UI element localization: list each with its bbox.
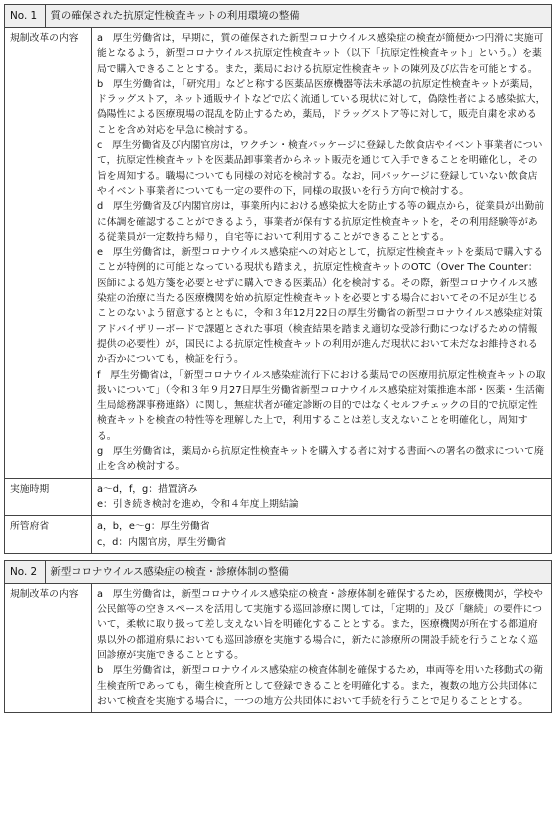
ministry-line-2: c，d：内閣官房，厚生労働省: [97, 536, 227, 548]
reform-table: [4, 4, 552, 713]
item-spacer: [5, 553, 552, 560]
reform-paragraph-b: b 厚生労働省は，「研究用」などと称する医薬品医療機器等法未承認の抗原定性検査キットが薬局，ドラッグストア，ネット通販サイトなどで広く流通している現状に対して，偽陰性者による感染拡大，偽陽性による医療現場の混乱を防止するため，薬局，ドラッグストア等に対して，販売自粛を求めることを含め対応を早急に検討する。: [97, 78, 546, 136]
reform-paragraph-f: f 厚生労働省は，「新型コロナウイルス感染症流行下における薬局での医療用抗原定性検査キットの取扱いについて」（令和３年９月27日厚生労働省新型コロナウイルス感染症対策推進本部・医薬・生活衛生局総務課事務連絡）に関し，無症状者が確定診断の目的ではなくセルフチェックの目的で抗原定性検査キットを検査の特性等を理解した上で，利用することは差し支えないことを明確化し，周知する。: [97, 369, 546, 442]
reform-paragraph-g: g 厚生労働省は，薬局から抗原定性検査キットを購入する者に対する書面への署名の徴求について廃止を含め検討する。: [97, 446, 544, 473]
item-1-reform-row: [5, 28, 552, 479]
timing-label: 実施時期: [5, 478, 92, 516]
item-1-header-row: [5, 5, 552, 28]
timing-line-2: e：引き続き検討を進め，令和４年度上期結論: [97, 498, 299, 510]
item-number: No. 1: [5, 5, 45, 27]
reform-paragraph-d: d 厚生労働省及び内閣官房は，事業所内における感染拡大を防止する等の観点から，従業員が出勤前に体調を確認することができるよう，事業者が保有する抗原定性検査キットを，その利用経験等がある従業員が一定数持ち帰り，自宅等において利用することができることとする。: [97, 201, 545, 243]
item-number: No. 2: [5, 561, 45, 583]
item-1-ministry-row: [5, 516, 552, 554]
ministry-line-1: a，b，e～g：厚生労働省: [97, 521, 210, 533]
regulatory-reform-sheet: [4, 4, 551, 713]
item-title: 質の確保された抗原定性検査キットの利用環境の整備: [45, 5, 551, 27]
timing-cell: [92, 478, 552, 516]
reform-paragraph-e: e 厚生労働省は，新型コロナウイルス感染症への対応として，抗原定性検査キットを薬局で購入することが特例的に可能となっている現状も踏まえ，抗原定性検査キットのOTC（Over The Counter：医師による処方箋を必要とせずに購入できる医薬品）化を検討する。その際，新型コロナウイルス感染症の治療に当たる医療機関を始め抗原定性検査キットを必要とする場合においてその不足が生じることのないよう留意するとともに，令和３年12月22日の厚生労働省の新型コロナウイルス感染症対策アドバイザリーボードで課題とされた事項（検査結果を踏まえ適切な受診行動につなげるための情報提供の必要性）が，国民による抗原定性検査キットの利用が進んだ現状において未だなお維持されるか否かについても，検証を行う。: [97, 247, 543, 366]
reform-paragraph-a: a 厚生労働省は，早期に，質の確保された新型コロナウイルス感染症の検査が簡便かつ円滑に実施可能となるよう，新型コロナウイルス抗原定性検査キット（以下「抗原定性検査キット」という。）を薬局で購入できることとする。また，薬局における抗原定性検査キットの陳列及び広告を可能とする。: [97, 33, 544, 75]
reform-paragraph-a: a 厚生労働省は，新型コロナウイルス感染症の検査・診療体制を確保するため，医療機関が，学校や公民館等の空きスペースを活用して実施する巡回診療に関しては，「定期的」及び「継続」の要件について，柔軟に取り扱って差し支えない旨を明確化することとする。また，医療機関が所在する都道府県以外の都道府県においても巡回診療を実施する場合に，新たに診療所の開設手続を行うことなく巡回診療が実施できることとする。: [97, 588, 543, 661]
reform-content-cell: [92, 28, 552, 479]
item-2-reform-row: [5, 583, 552, 712]
item-1-timing-row: [5, 478, 552, 516]
ministry-label: 所管府省: [5, 516, 92, 554]
item-2-header-row: [5, 560, 552, 583]
reform-content-label: 規制改革の内容: [5, 583, 92, 712]
reform-paragraph-c: c 厚生労働省及び内閣官房は，ワクチン・検査パッケージに登録した飲食店やイベント事業者について，抗原定性検査キットを医薬品卸事業者からネット販売を通じて入手できることを明確化し，その旨を周知する。職場についても同様の対応を検討する。なお，同パッケージに登録していない飲食店やイベント事業者についても一定の要件の下，同様の取扱いを行う方向で検討する。: [97, 140, 543, 197]
reform-content-label: 規制改革の内容: [5, 28, 92, 479]
reform-paragraph-b: b 厚生労働省は，新型コロナウイルス感染症の検査体制を確保するため，車両等を用いた移動式の衛生検査所であっても，衛生検査所として登録できることを明確化する。また，複数の地方公共団体において検査を実施する場合に，一つの地方公共団体において手続を行うことで足りることとする。: [97, 665, 544, 707]
timing-line-1: a～d，f，g：措置済み: [97, 483, 198, 495]
reform-content-cell: [92, 583, 552, 712]
item-title: 新型コロナウイルス感染症の検査・診療体制の整備: [45, 561, 551, 583]
ministry-cell: [92, 516, 552, 554]
